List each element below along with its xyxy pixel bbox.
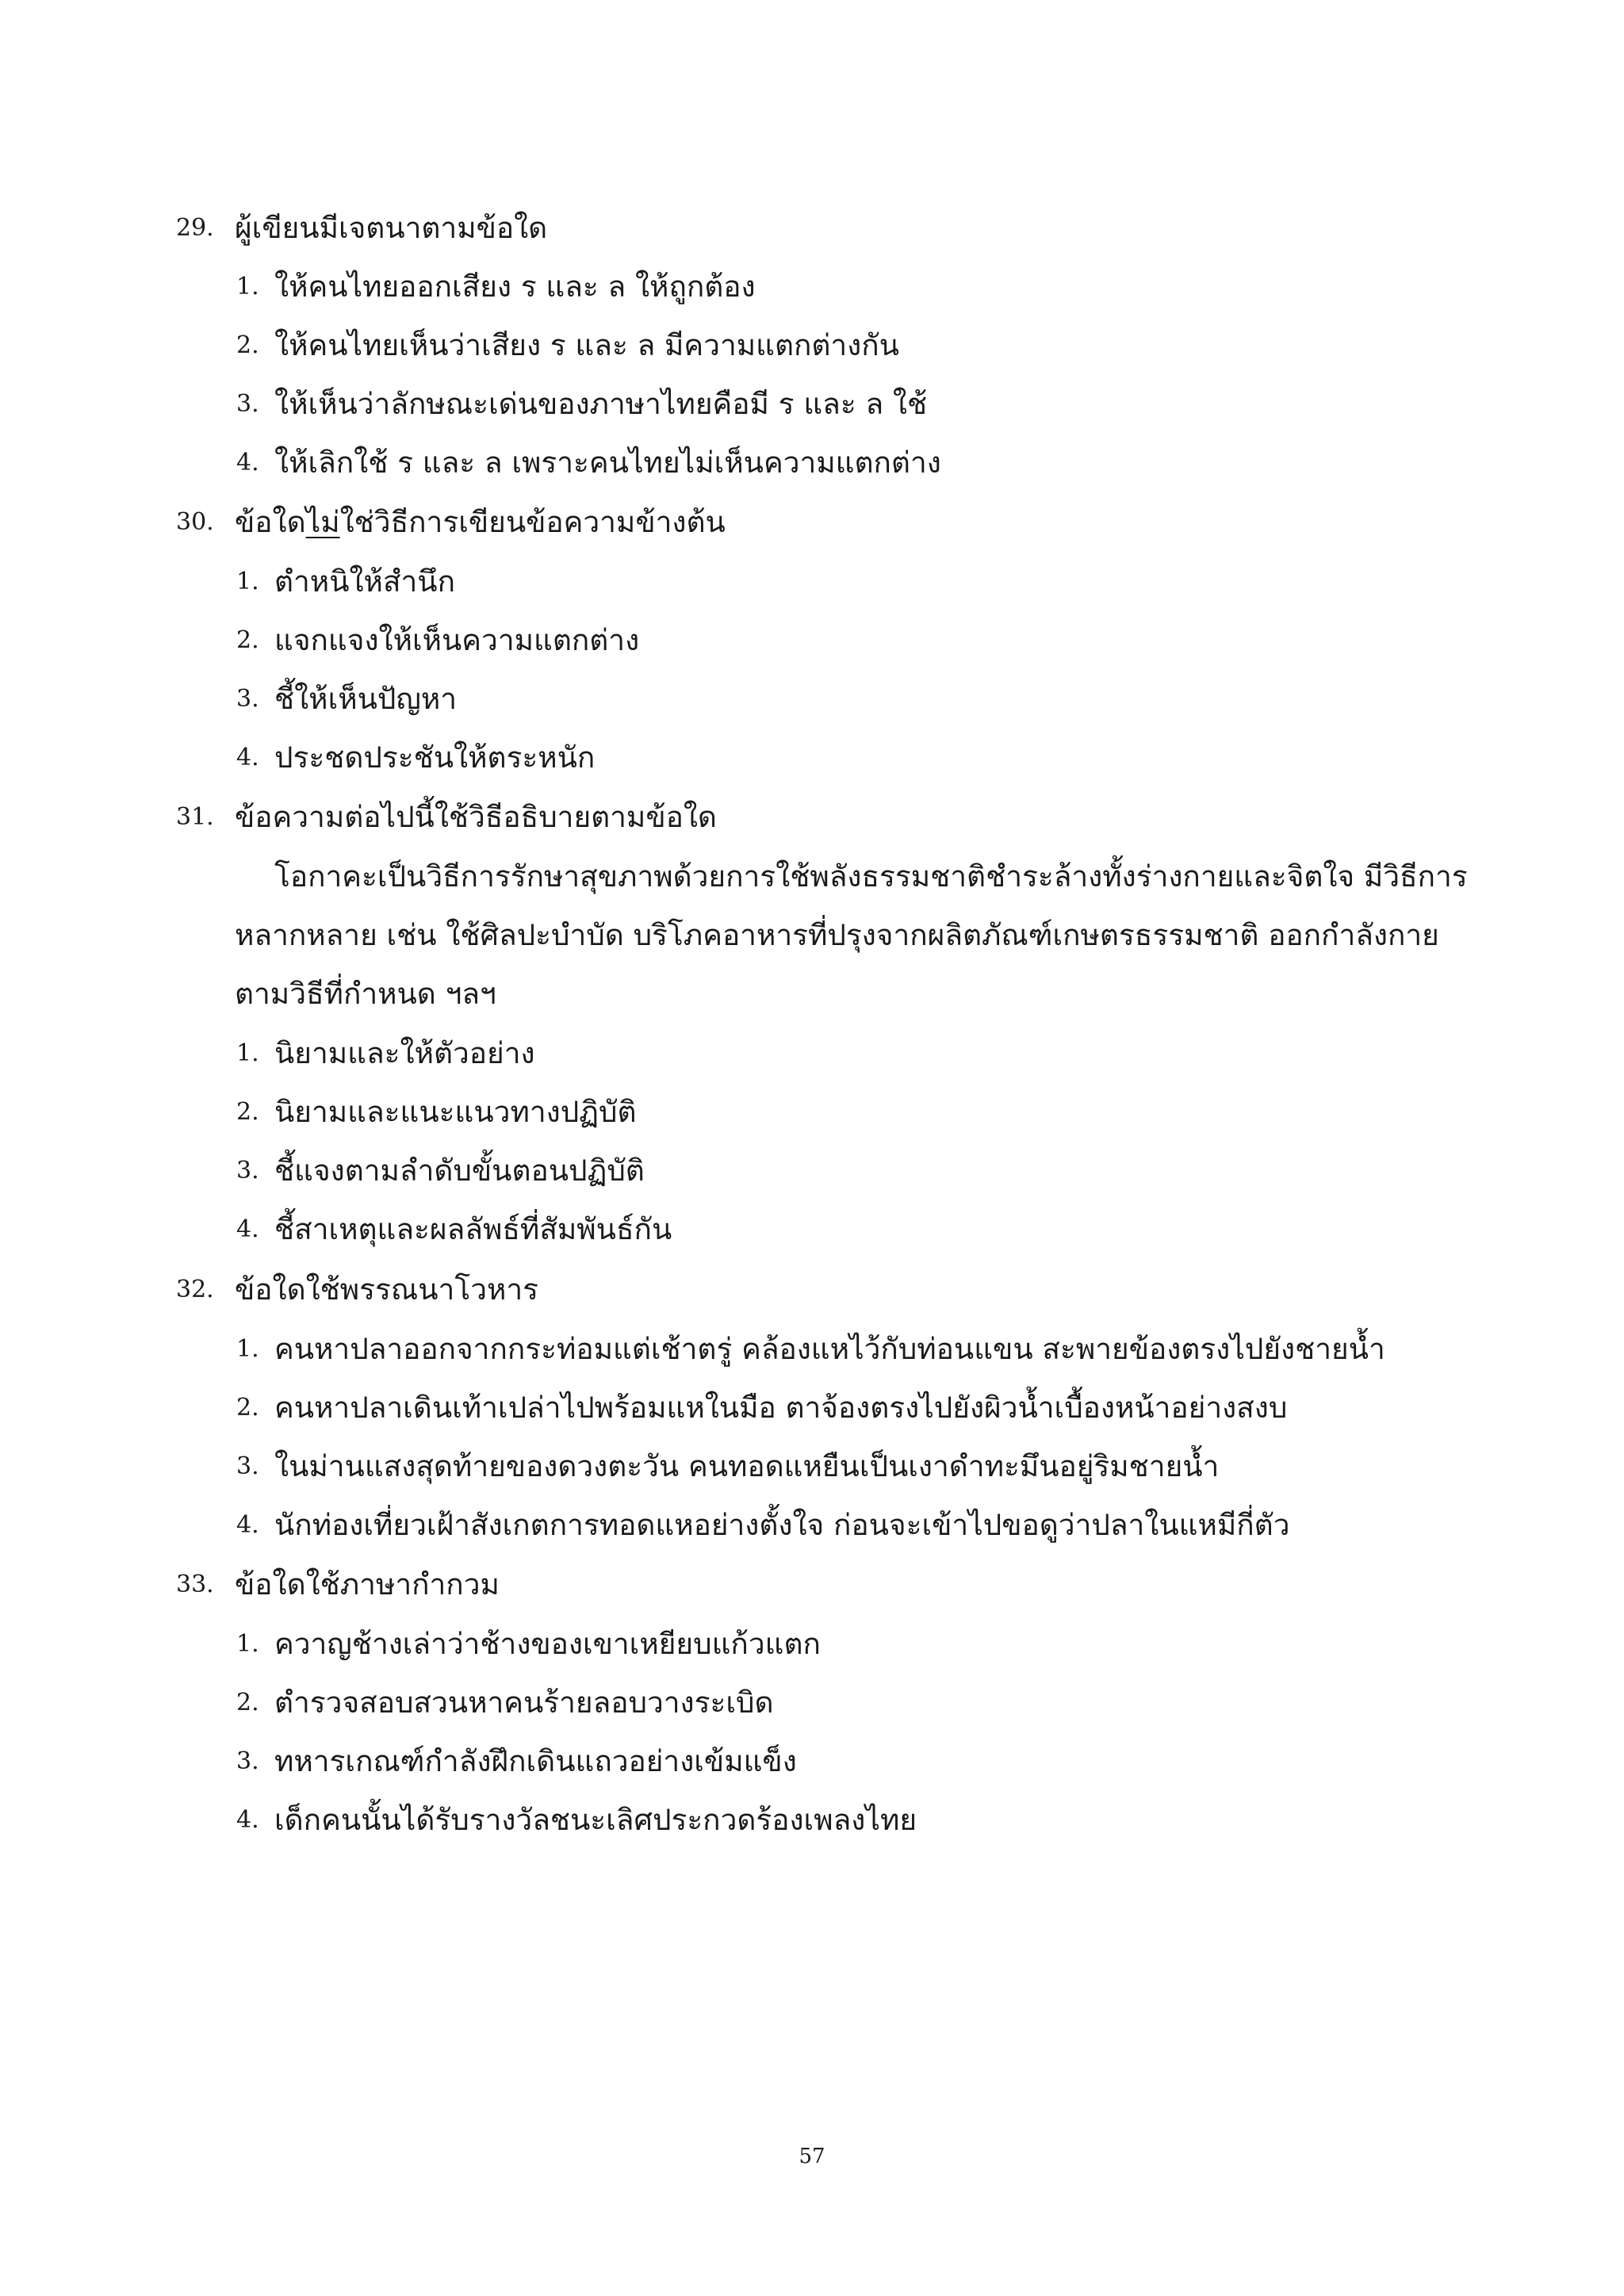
option-text: ชี้แจงตามลำดับขั้นตอนปฏิบัติ [274, 1154, 645, 1188]
option-text: ให้เห็นว่าลักษณะเด่นของภาษาไทยคือมี ร และ ล ใช้ [274, 387, 928, 421]
option-text: เด็กคนนั้นได้รับรางวัลชนะเลิศประกวดร้องเพลงไทย [274, 1803, 917, 1837]
option-number: 1. [236, 1630, 259, 1658]
stem-prefix: ข้อใด [235, 505, 306, 539]
option-number: 2. [236, 1098, 259, 1126]
option-text: ให้คนไทยเห็นว่าเสียง ร และ ล มีความแตกต่างกัน [274, 328, 899, 362]
page-number: 57 [799, 2145, 825, 2168]
option-text: แจกแจงให้เห็นความแตกต่าง [274, 623, 640, 657]
option-number: 4. [236, 1806, 259, 1834]
passage-line: ตามวิธีที่กำหนด ฯลฯ [235, 977, 496, 1011]
option-number: 2. [236, 1689, 259, 1716]
option-number: 4. [236, 449, 259, 476]
option-number: 1. [236, 273, 259, 300]
option-text: ชี้ให้เห็นปัญหา [274, 682, 458, 716]
question-stem: ผู้เขียนมีเจตนาตามข้อใด [235, 211, 548, 245]
option-text: ตำหนิให้สำนึก [274, 564, 455, 599]
option-number: 1. [236, 1039, 259, 1067]
option-number: 2. [236, 626, 259, 654]
option-text: ในม่านแสงสุดท้ายของดวงตะวัน คนทอดแหยืนเป็นเงาดำทะมึนอยู่ริมชายน้ำ [274, 1449, 1220, 1483]
option-text: คนหาปลาเดินเท้าเปล่าไปพร้อมแหในมือ ตาจ้องตรงไปยังผิวน้ำเบื้องหน้าอย่างสงบ [274, 1391, 1288, 1425]
question-stem: ข้อใดใช้พรรณนาโวหาร [235, 1272, 539, 1307]
option-text: ประชดประชันให้ตระหนัก [274, 740, 596, 775]
stem-underlined-word: ไม่ [305, 505, 340, 539]
option-number: 4. [236, 1511, 259, 1539]
option-number: 3. [236, 1452, 259, 1480]
option-number: 1. [236, 568, 259, 595]
option-number: 2. [236, 1394, 259, 1422]
passage-line: โอกาคะเป็นวิธีการรักษาสุขภาพด้วยการใช้พลังธรรมชาติชำระล้างทั้งร่างกายและจิตใจ มีวิธีการ [274, 859, 1468, 894]
option-number: 4. [236, 744, 259, 771]
option-number: 3. [236, 390, 259, 418]
option-text: นิยามและให้ตัวอย่าง [274, 1036, 535, 1070]
question-number: 31. [176, 803, 214, 831]
option-number: 3. [236, 1157, 259, 1184]
option-text: ให้เลิกใช้ ร และ ล เพราะคนไทยไม่เห็นความแตกต่าง [274, 446, 941, 480]
question-stem: ข้อใดใช้ภาษากำกวม [235, 1567, 500, 1601]
option-number: 4. [236, 1215, 259, 1243]
question-number: 30. [176, 508, 214, 536]
question-number: 33. [176, 1571, 214, 1598]
option-text: ตำรวจสอบสวนหาคนร้ายลอบวางระเบิด [274, 1686, 774, 1720]
option-number: 2. [236, 331, 259, 359]
question-number: 29. [176, 214, 214, 242]
option-text: ให้คนไทยออกเสียง ร และ ล ให้ถูกต้อง [274, 270, 756, 304]
passage-line: หลากหลาย เช่น ใช้ศิลปะบำบัด บริโภคอาหารที่ปรุงจากผลิตภัณฑ์เกษตรธรรมชาติ ออกกำลังกาย [235, 918, 1439, 952]
option-text: คนหาปลาออกจากกระท่อมแต่เช้าตรู่ คล้องแหไว้กับท่อนแขน สะพายข้องตรงไปยังชายน้ำ [274, 1332, 1385, 1366]
option-number: 3. [236, 1747, 259, 1775]
question-stem [235, 503, 726, 541]
option-text: ควาญช้างเล่าว่าช้างของเขาเหยียบแก้วแตก [274, 1627, 821, 1661]
option-text: ชี้สาเหตุและผลลัพธ์ที่สัมพันธ์กัน [274, 1212, 672, 1246]
question-number: 32. [176, 1276, 214, 1303]
option-number: 1. [236, 1335, 259, 1363]
option-text: นิยามและแนะแนวทางปฏิบัติ [274, 1095, 637, 1129]
stem-suffix: ใช่วิธีการเขียนข้อความข้างต้น [339, 505, 726, 539]
option-text: ทหารเกณฑ์กำลังฝึกเดินแถวอย่างเข้มแข็ง [274, 1744, 797, 1778]
option-text: นักท่องเที่ยวเฝ้าสังเกตการทอดแหอย่างตั้งใจ ก่อนจะเข้าไปขอดูว่าปลาในแหมีกี่ตัว [274, 1508, 1290, 1542]
question-stem: ข้อความต่อไปนี้ใช้วิธีอธิบายตามข้อใด [235, 800, 717, 834]
option-number: 3. [236, 685, 259, 713]
